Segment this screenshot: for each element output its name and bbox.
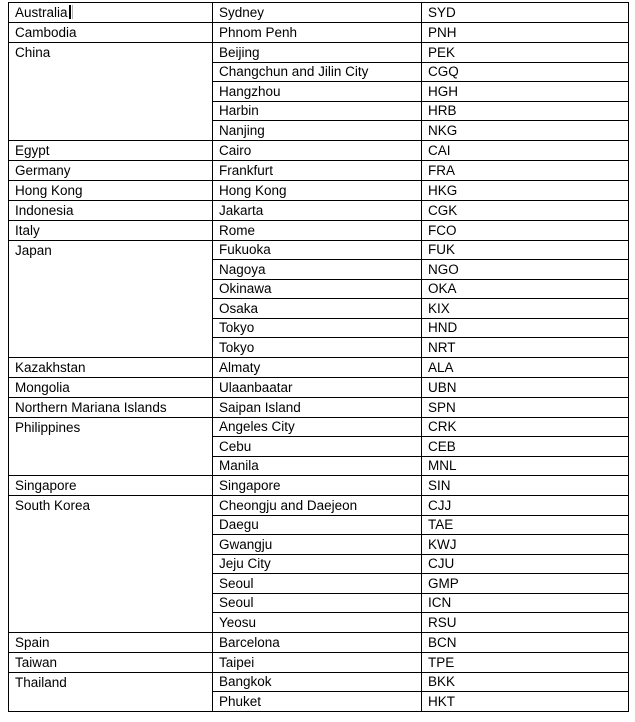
city-cell[interactable]: Saipan Island [213,397,422,417]
city-cell[interactable]: Seoul [213,574,422,594]
city-cell[interactable]: Rome [213,220,422,240]
city-cell[interactable]: Beijing [213,43,422,63]
country-label: South Korea [15,498,91,513]
airport-code-cell[interactable]: ALA [422,357,629,377]
table-row [9,3,629,23]
country-cell[interactable] [9,632,213,652]
country-label: Mongolia [15,379,70,395]
city-cell[interactable]: Fukuoka [213,240,422,260]
city-cell[interactable]: Nanjing [213,121,422,141]
airport-code-cell[interactable]: SPN [422,397,629,417]
country-label: China [15,45,51,60]
airport-code-cell[interactable]: FRA [422,160,629,180]
airport-code-cell[interactable]: PNH [422,23,629,43]
city-cell[interactable]: Changchun and Jilin City [213,62,422,82]
country-label: Hong Kong [15,182,83,198]
airport-code-cell[interactable]: NGO [422,260,629,280]
airport-code-cell[interactable]: HRB [422,101,629,121]
table-row [9,377,629,397]
city-cell[interactable]: Tokyo [213,318,422,338]
city-cell[interactable]: Almaty [213,357,422,377]
city-cell[interactable]: Hangzhou [213,82,422,102]
airport-code-cell[interactable]: RSU [422,613,629,633]
table-row [9,23,629,43]
airport-code-cell[interactable]: TPE [422,652,629,672]
city-cell[interactable]: Bangkok [213,672,422,692]
table-row [9,160,629,180]
city-cell[interactable]: Angeles City [213,417,422,437]
airport-code-cell[interactable]: CGK [422,200,629,220]
country-cell[interactable] [9,3,213,23]
airport-code-cell[interactable]: SIN [422,476,629,496]
airport-code-cell[interactable]: OKA [422,279,629,299]
country-cell[interactable] [9,140,213,160]
city-cell[interactable]: Taipei [213,652,422,672]
airport-code-cell[interactable]: ICN [422,593,629,613]
country-cell[interactable] [9,476,213,496]
city-cell[interactable]: Cebu [213,437,422,457]
city-cell[interactable]: Tokyo [213,338,422,358]
country-cell[interactable] [9,377,213,397]
airport-code-cell[interactable]: CEB [422,437,629,457]
table-row [9,43,629,63]
city-cell[interactable]: Seoul [213,593,422,613]
airport-code-cell[interactable]: FUK [422,240,629,260]
country-cell[interactable] [9,672,213,711]
table-row [9,417,629,437]
country-label: Australia [15,5,68,20]
country-label: Japan [15,242,52,258]
country-cell[interactable] [9,496,213,633]
country-cell[interactable] [9,160,213,180]
country-label: Indonesia [15,202,74,218]
city-cell[interactable]: Singapore [213,476,422,496]
city-cell[interactable]: Hong Kong [213,180,422,200]
airport-code-cell[interactable]: KIX [422,299,629,319]
city-cell[interactable]: Phnom Penh [213,23,422,43]
country-label: Singapore [15,478,77,493]
airport-code-cell[interactable]: CJU [422,554,629,574]
city-cell[interactable]: Daegu [213,515,422,535]
airport-code-cell[interactable]: NKG [422,121,629,141]
airport-code-cell[interactable]: KWJ [422,535,629,555]
country-cell[interactable] [9,200,213,220]
city-cell[interactable]: Cairo [213,140,422,160]
airport-code-cell[interactable]: UBN [422,377,629,397]
country-cell[interactable] [9,397,213,417]
city-cell[interactable]: Sydney [213,3,422,23]
airport-code-cell[interactable]: BKK [422,672,629,692]
table-row [9,357,629,377]
airport-code-cell[interactable]: CGQ [422,62,629,82]
airport-code-cell[interactable]: CJJ [422,496,629,516]
table-row [9,672,629,692]
country-label: Taiwan [15,654,58,670]
city-cell[interactable]: Phuket [213,692,422,712]
city-cell[interactable]: Okinawa [213,279,422,299]
airport-code-cell[interactable]: PEK [422,43,629,63]
country-cell[interactable] [9,652,213,672]
table-row [9,652,629,672]
table-row [9,180,629,200]
airport-code-cell[interactable]: NRT [422,338,629,358]
city-cell[interactable]: Frankfurt [213,160,422,180]
airport-code-cell[interactable]: CAI [422,140,629,160]
city-cell[interactable]: Cheongju and Daejeon [213,496,422,516]
table-row [9,220,629,240]
airport-code-cell[interactable]: TAE [422,515,629,535]
country-cell[interactable] [9,220,213,240]
city-cell[interactable]: Gwangju [213,535,422,555]
city-cell[interactable]: Jakarta [213,200,422,220]
city-cell[interactable]: Ulaanbaatar [213,377,422,397]
city-cell[interactable]: Nagoya [213,260,422,280]
cell-end-marker [72,5,74,19]
country-label: Philippines [15,419,81,435]
city-cell[interactable]: Barcelona [213,632,422,652]
table-row [9,397,629,417]
text-insertion-cursor [69,5,71,19]
country-cell[interactable] [9,240,213,357]
airport-code-cell[interactable]: HND [422,318,629,338]
country-label: Thailand [15,674,67,690]
airport-code-cell[interactable]: HKG [422,180,629,200]
airport-code-cell[interactable]: GMP [422,574,629,594]
table-row [9,476,629,496]
city-cell[interactable]: Osaka [213,299,422,319]
country-label: Italy [15,222,40,238]
country-label: Northern Mariana Islands [15,399,167,415]
country-label: Egypt [15,142,50,158]
country-label: Cambodia [15,25,77,40]
table-row [9,200,629,220]
airport-codes-table-body [9,3,629,712]
airport-code-cell[interactable]: HKT [422,692,629,712]
country-label: Kazakhstan [15,359,86,375]
table-row [9,632,629,652]
airport-code-cell[interactable]: CRK [422,417,629,437]
airport-codes-table [8,2,629,712]
city-cell[interactable]: Jeju City [213,554,422,574]
city-cell[interactable]: Harbin [213,101,422,121]
country-cell[interactable] [9,357,213,377]
airport-code-cell[interactable]: FCO [422,220,629,240]
country-cell[interactable] [9,180,213,200]
airport-code-cell[interactable]: SYD [422,3,629,23]
airport-code-cell[interactable]: MNL [422,456,629,476]
country-cell[interactable] [9,43,213,141]
country-label: Spain [15,634,50,650]
city-cell[interactable]: Yeosu [213,613,422,633]
country-cell[interactable] [9,23,213,43]
airport-code-cell[interactable]: HGH [422,82,629,102]
country-cell[interactable] [9,417,213,476]
city-cell[interactable]: Manila [213,456,422,476]
table-row [9,240,629,260]
table-row [9,496,629,516]
country-label: Germany [15,162,71,178]
airport-code-cell[interactable]: BCN [422,632,629,652]
table-row [9,140,629,160]
